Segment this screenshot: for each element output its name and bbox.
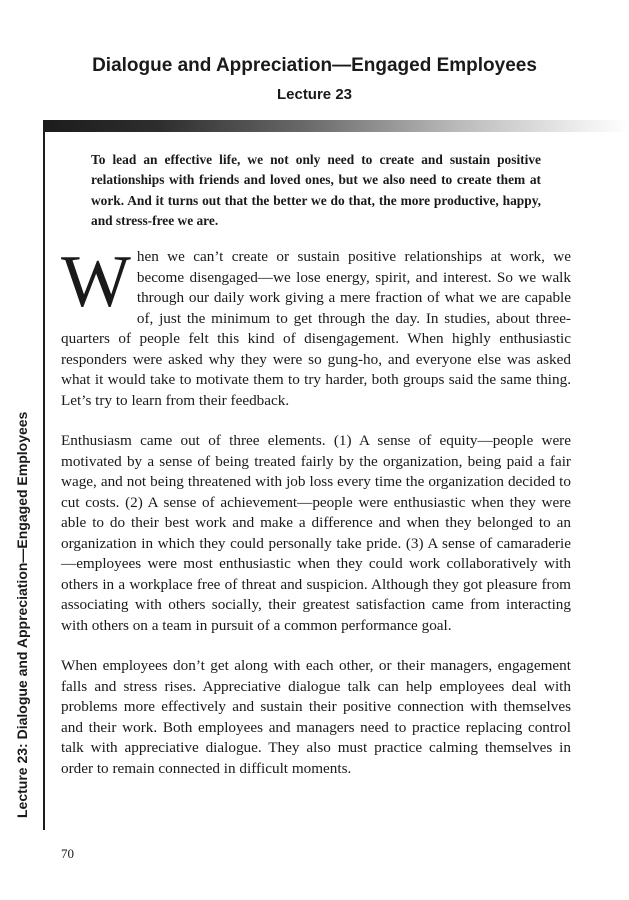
paragraph-2: Enthusiasm came out of three elements. (1) A sense of equity—people were motivated by a sense of being treated fairly by the organization, being paid a fair wage, and not being threatened with job loss every time the organization decided to cut costs. (2) A sense of achievement—people were enthusiastic when they were able to do their best work and make a difference and when they belonged to an organization in which they could personally take pride. (3) A sense of camaraderie—employees were most enthusiastic when they could work collaboratively with others in a workplace free of threat and suspicion. Although they got pleasure from associating with others socially, their greatest satisfaction came from interacting with others on a team in pursuit of a common performance goal. [61, 432, 571, 634]
lecture-number: Lecture 23 [276, 86, 353, 103]
margin-rule [43, 120, 45, 830]
running-side-label: Lecture 23: Dialogue and Appreciation—Engaged Employees [14, 411, 30, 818]
paragraph-1-text: hen we can’t create or sustain positive relationships at work, we become disengaged—we lose energy, spirit, and interest. So we walk through our daily work giving a mere fraction of what we are capable of, just the minimum to get through the day. In studies, about three-quarters of people felt this kind of disengagement. When highly enthusiastic responders were asked why they were so gung-ho, and everyone else was asked what it would take to motivate them to try harder, both groups said the same thing. Let’s try to learn from their feedback. [61, 248, 571, 409]
body-text [61, 241, 571, 799]
drop-cap: W [61, 241, 131, 323]
intro-paragraph: To lead an effective life, we not only need to create and sustain positive relationships with friends and loved ones, but we also need to create them at work. And it turns out that the better we do that, the more productive, happy, and stress-free we are. [91, 152, 541, 229]
paragraph-3: When employees don’t get along with each other, or their managers, engagement falls and stress rises. Appreciative dialogue talk can help employees deal with problems more effectively and sustain their positive connection with themselves and their work. Both employees and managers need to practice replacing control talk with appreciative dialogue. They also must practice calming themselves in order to remain connected in difficult moments. [61, 657, 571, 777]
page-number: 70 [61, 846, 74, 861]
header-gradient-bar [43, 120, 629, 132]
page-title: Dialogue and Appreciation—Engaged Employees [92, 55, 537, 76]
paragraph-1 [61, 241, 571, 411]
